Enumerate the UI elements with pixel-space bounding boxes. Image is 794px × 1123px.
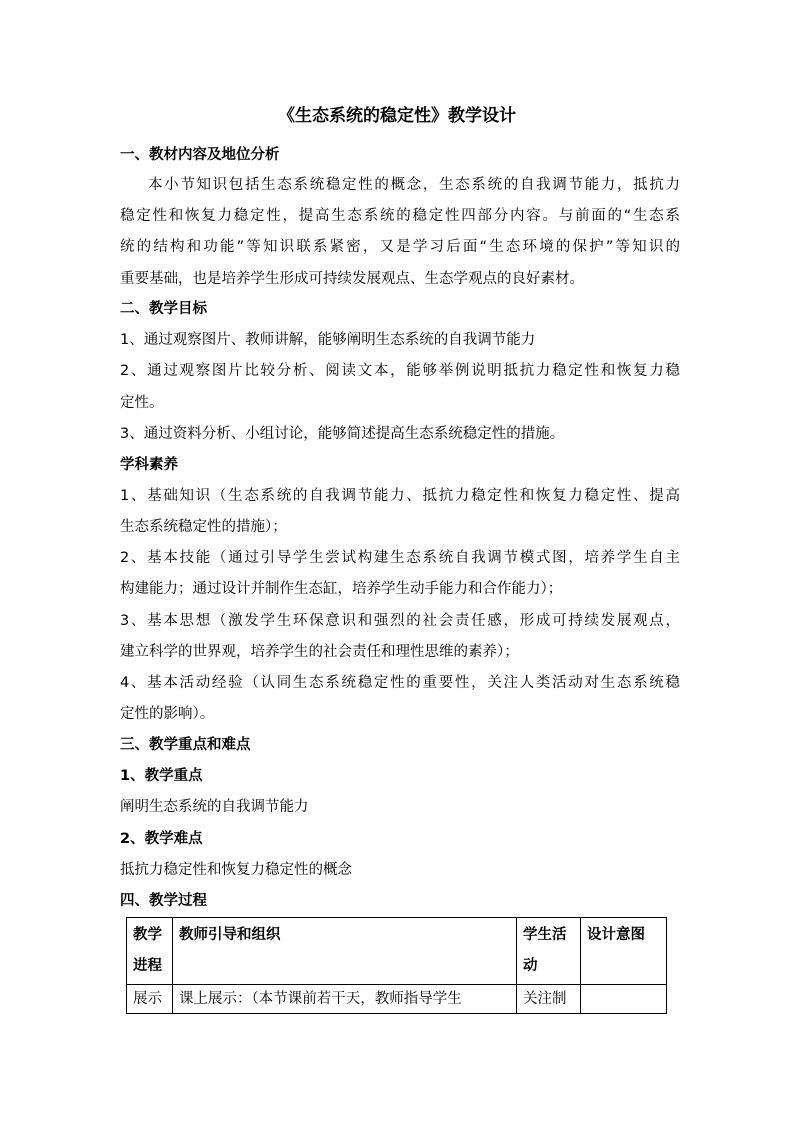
section-heading-core-literacy: 学科素养 [120, 457, 178, 473]
paragraph-line: 重要基础，也是培养学生形成可持续发展观点、生态学观点的良好素材。 [120, 271, 584, 287]
difficult-point-text: 抵抗力稳定性和恢复力稳定性的概念 [120, 862, 352, 878]
section-heading-content-analysis: 一、教材内容及地位分析 [120, 147, 280, 163]
paragraph-line: 本小节知识包括生态系统稳定性的概念，生态系统的自我调节能力，抵抗力 [148, 177, 680, 193]
goal-line: 定性。 [120, 395, 164, 411]
key-point-text: 阐明生态系统的自我调节能力 [120, 799, 309, 815]
goal-line: 3、通过资料分析、小组讨论，能够简述提高生态系统稳定性的措施。 [120, 426, 565, 442]
goal-line: 1、通过观察图片、教师讲解，能够阐明生态系统的自我调节能力 [120, 332, 536, 348]
cell-stage: 展示 [127, 985, 173, 1014]
literacy-line: 定性的影响）。 [120, 706, 215, 722]
header-cell-teacher: 教师引导和组织 [173, 918, 517, 985]
literacy-line: 1、基础知识（生态系统的自我调节能力、抵抗力稳定性和恢复力稳定性、提高 [120, 488, 680, 504]
literacy-line: 建立科学的世界观，培养学生的社会责任和理性思维的素养）； [120, 644, 519, 660]
header-stage-line1: 教学 [133, 927, 162, 943]
goal-line: 2、通过观察图片比较分析、阅读文本，能够举例说明抵抗力稳定性和恢复力稳 [120, 363, 680, 379]
table-header-row [127, 918, 667, 985]
section-heading-key-difficult-points: 三、教学重点和难点 [120, 737, 251, 753]
header-student-line1: 学生活 [523, 927, 567, 943]
cell-student: 关注制 [517, 985, 581, 1014]
table-row [127, 985, 667, 1014]
literacy-line: 3、基本思想（激发学生环保意识和强烈的社会责任感，形成可持续发展观点， [120, 613, 680, 629]
cell-design-intent [581, 985, 667, 1014]
cell-teacher: 课上展示：（本节课前若干天，教师指导学生 [173, 985, 517, 1014]
paragraph-line: 稳定性和恢复力稳定性，提高生态系统的稳定性四部分内容。与前面的“生态系 [120, 208, 680, 224]
document-title: 《生态系统的稳定性》教学设计 [278, 106, 516, 126]
section-heading-teaching-process: 四、教学过程 [120, 893, 207, 909]
section-heading-teaching-goals: 二、教学目标 [120, 301, 207, 317]
literacy-line: 2、基本技能（通过引导学生尝试构建生态系统自我调节模式图，培养学生自主 [120, 550, 680, 566]
literacy-line: 生态系统稳定性的措施）； [120, 519, 287, 535]
literacy-line: 构建能力；通过设计并制作生态缸，培养学生动手能力和合作能力）； [120, 581, 563, 597]
header-student-line2: 动 [523, 958, 538, 974]
header-cell-stage [127, 918, 173, 985]
header-cell-design-intent: 设计意图 [581, 918, 667, 985]
paragraph-line: 统的结构和功能”等知识联系紧密，又是学习后面“生态环境的保护”等知识的 [120, 239, 680, 255]
subheading-key-point: 1、教学重点 [120, 768, 203, 784]
subheading-difficult-point: 2、教学难点 [120, 831, 203, 847]
header-cell-student [517, 918, 581, 985]
literacy-line: 4、基本活动经验（认同生态系统稳定性的重要性，关注人类活动对生态系统稳 [120, 675, 680, 691]
teaching-process-table [126, 917, 667, 1014]
header-stage-line2: 进程 [133, 958, 162, 974]
